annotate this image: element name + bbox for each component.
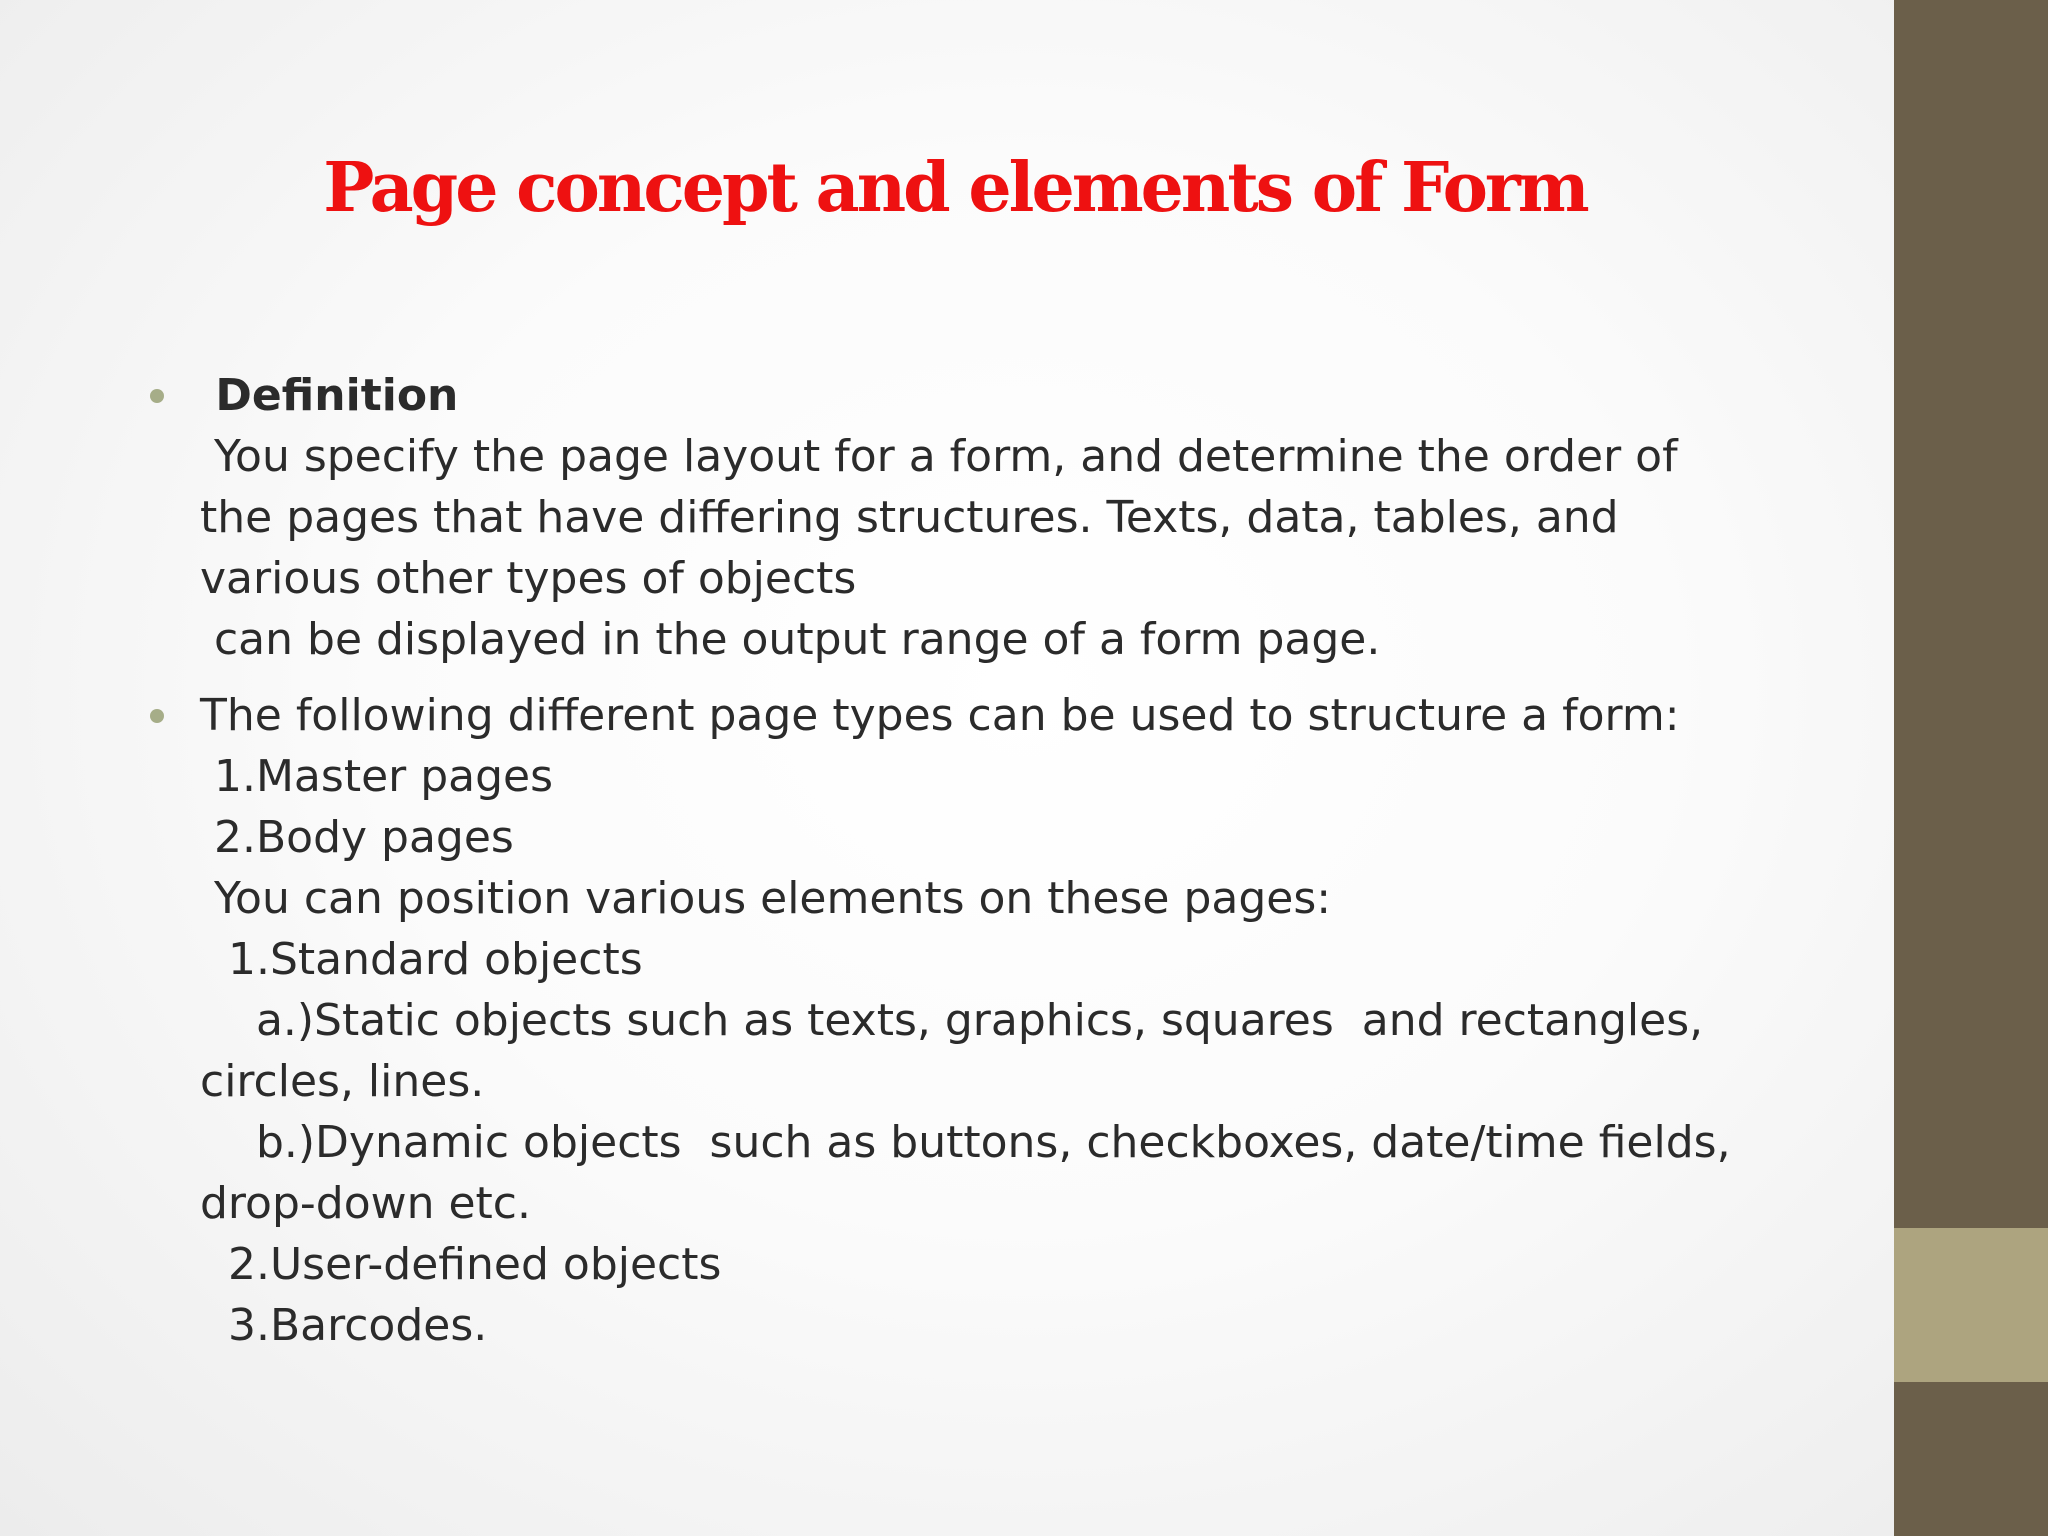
definition-line-1: You specify the page layout for a form, and determine the order of — [200, 431, 1678, 482]
elements-intro: You can position various elements on these pages: — [200, 873, 1332, 924]
dynamic-objects-line-2: drop-down etc. — [200, 1178, 531, 1229]
page-type-master: 1.Master pages — [200, 751, 554, 802]
definition-line-4: can be displayed in the output range of a form page. — [200, 614, 1381, 665]
page-types-intro: The following different page types can be used to structure a form: — [200, 690, 1680, 741]
barcodes: 3.Barcodes. — [200, 1300, 488, 1351]
standard-objects: 1.Standard objects — [200, 934, 643, 985]
user-defined-objects: 2.User-defined objects — [200, 1239, 722, 1290]
definition-line-2: the pages that have differing structures. Texts, data, tables, and — [200, 492, 1619, 543]
definition-line-3: various other types of objects — [200, 553, 857, 604]
static-objects-line-2: circles, lines. — [200, 1056, 485, 1107]
bullet-marker-definition — [150, 389, 164, 403]
side-decoration-accent — [1894, 1228, 2048, 1382]
static-objects-line-1: a.)Static objects such as texts, graphics, squares and rectangles, — [200, 995, 1704, 1046]
definition-heading: Definition — [200, 370, 459, 421]
bullet-marker-page-types — [150, 709, 164, 723]
page-type-body: 2.Body pages — [200, 812, 514, 863]
slide-title: Page concept and elements of Form — [323, 148, 1587, 228]
dynamic-objects-line-1: b.)Dynamic objects such as buttons, checkboxes, date/time fields, — [200, 1117, 1731, 1168]
